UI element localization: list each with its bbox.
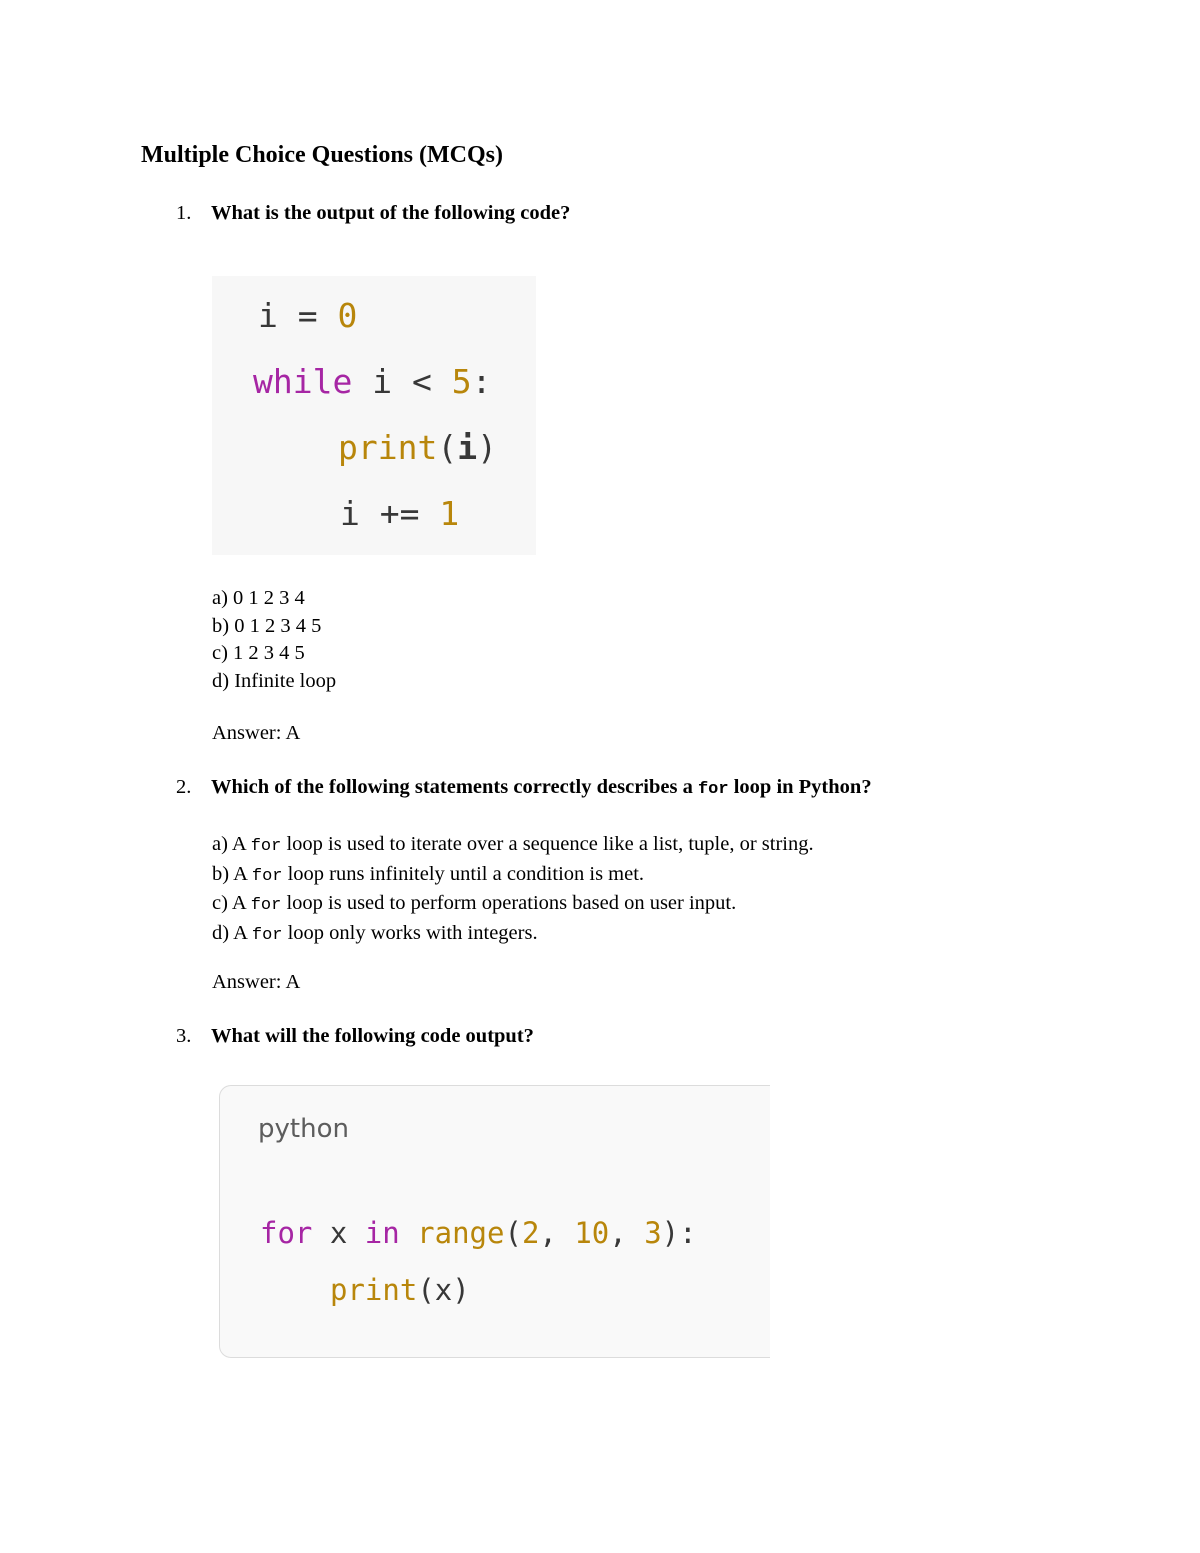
code-block-2 — [219, 1085, 779, 1358]
question-1-heading — [176, 202, 570, 225]
code-block-1 — [212, 276, 536, 555]
option-b: b) 0 1 2 3 4 5 — [212, 614, 322, 637]
option-c: c) 1 2 3 4 5 — [212, 642, 305, 665]
question-3-heading — [176, 1025, 534, 1048]
crop-edge — [770, 1080, 810, 1370]
question-number: 2. — [176, 776, 192, 798]
option-c: c) A for loop is used to perform operations based on user input. — [212, 892, 737, 916]
code-language-label: python — [258, 1114, 349, 1144]
question-text: What will the following code output? — [211, 1025, 534, 1047]
option-b: b) A for loop runs infinitely until a condition is met. — [212, 862, 645, 886]
question-2-answer: Answer: A — [212, 971, 301, 993]
option-a: a) A for loop is used to iterate over a sequence like a list, tuple, or string. — [212, 833, 814, 856]
question-text: What is the output of the following code? — [211, 202, 571, 224]
code-line-1: for x in range(2, 10, 3): — [260, 1216, 697, 1250]
question-1-answer: Answer: A — [212, 722, 301, 744]
inline-code: for — [697, 780, 729, 799]
code-line-2: print(x) — [330, 1273, 470, 1307]
option-d: d) Infinite loop — [212, 670, 337, 693]
question-1-options — [212, 585, 336, 696]
question-text-start: Which of the following statements correctly describes a — [211, 776, 698, 798]
page-title: Multiple Choice Questions (MCQs) — [141, 142, 503, 168]
code-line-4: i += 1 — [340, 494, 460, 533]
question-number: 1. — [176, 202, 192, 224]
option-d: d) A for loop only works with integers. — [212, 922, 538, 946]
question-number: 3. — [176, 1025, 192, 1047]
code-line-2: while i < 5: — [253, 362, 492, 401]
question-2-options — [212, 831, 814, 950]
question-text-end: loop in Python? — [728, 776, 872, 798]
code-line-3: print(i) — [338, 428, 497, 467]
question-2-heading — [176, 776, 872, 799]
option-a: a) 0 1 2 3 4 — [212, 587, 305, 609]
code-line-1: i = 0 — [258, 296, 358, 335]
